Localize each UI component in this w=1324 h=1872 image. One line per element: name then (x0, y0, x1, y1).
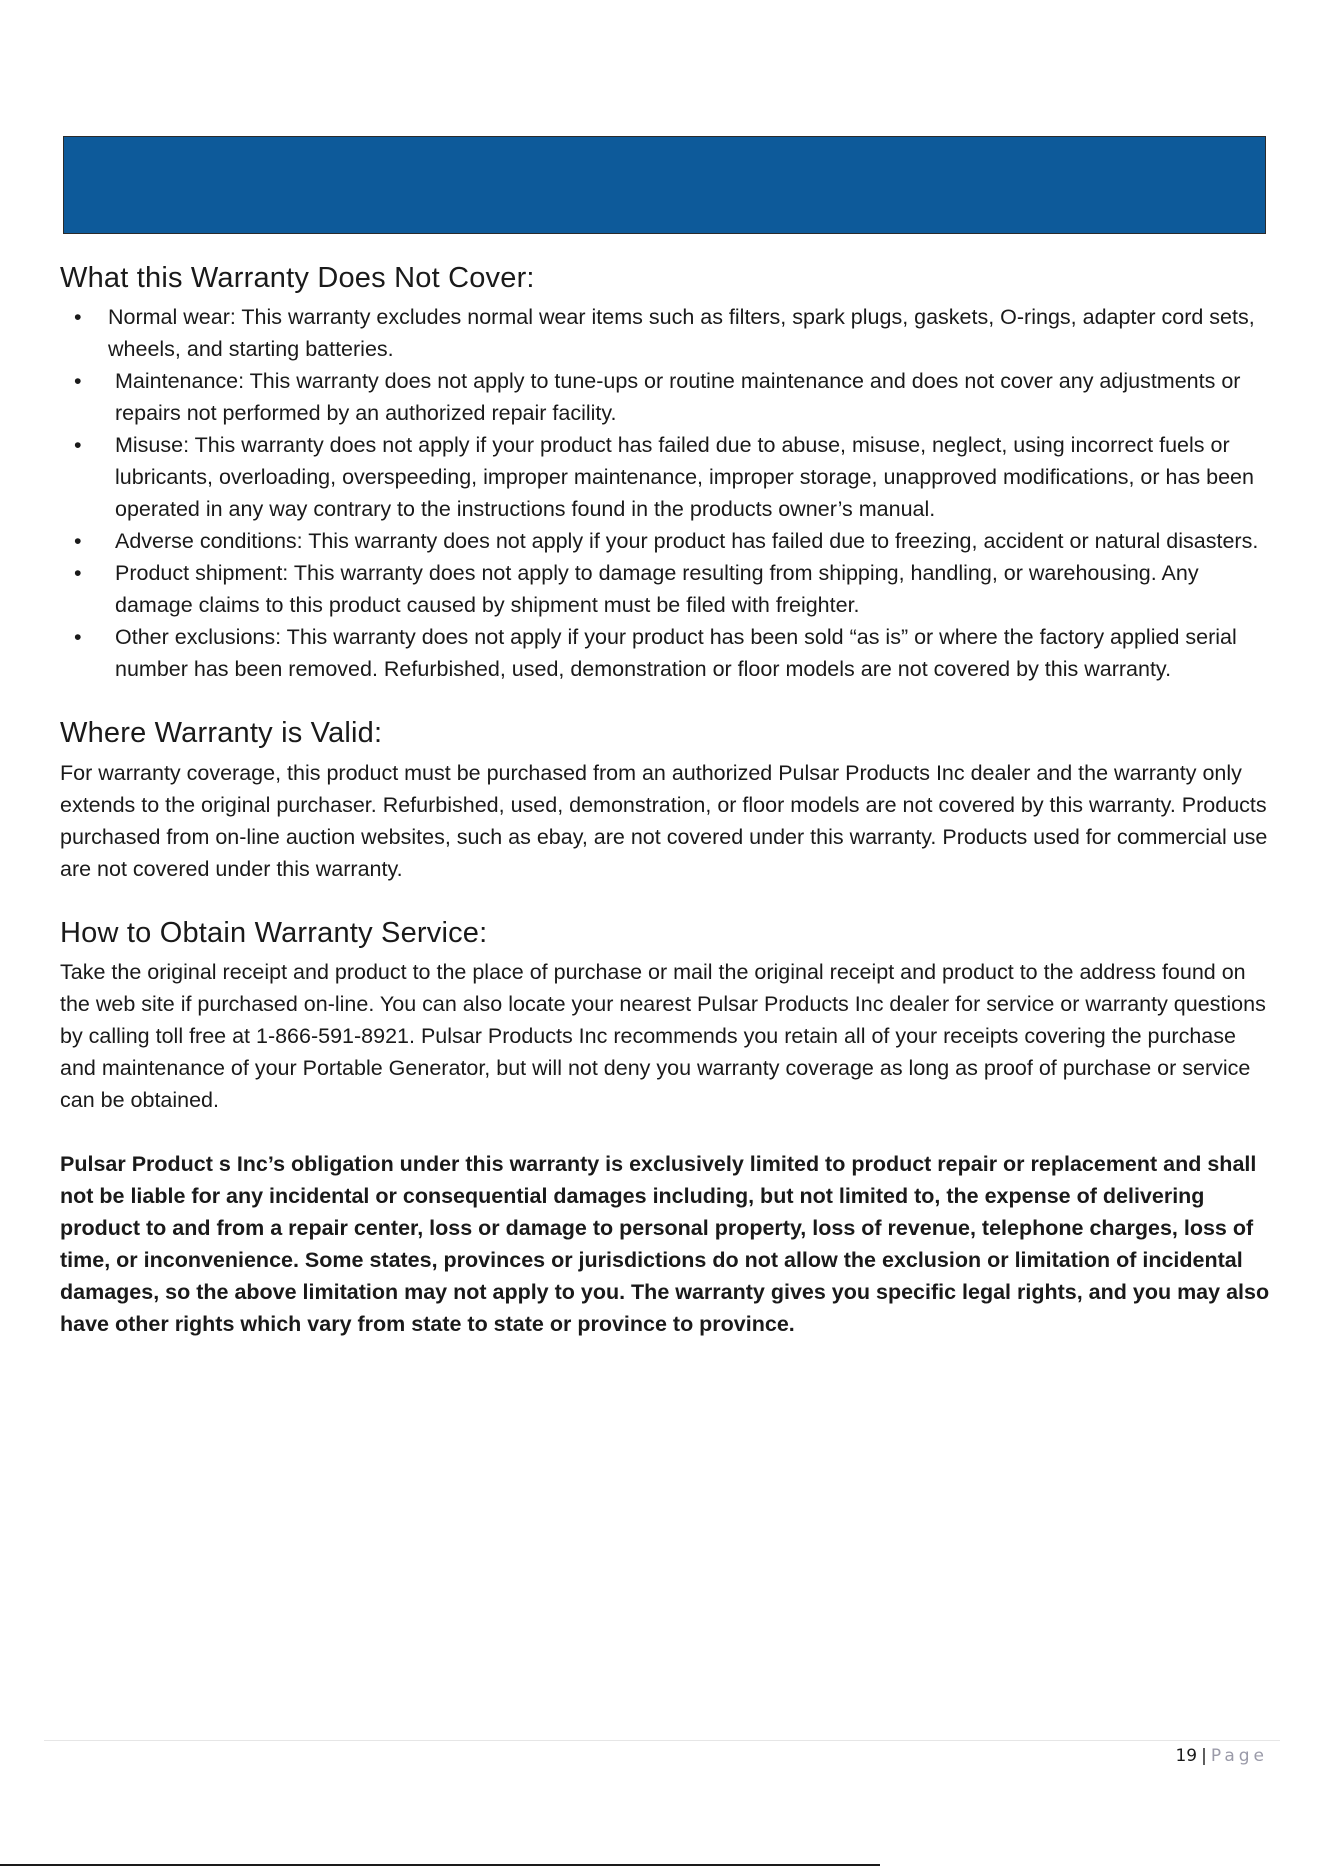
where-valid-text: For warranty coverage, this product must be purchased from an authorized Pulsar Products Inc dealer and the warranty only extends to the original purchaser. Refurbished, used, demonstration, or floor models are not covered by this warranty. Products purchased from on-line auction websites, such as ebay, are not covered under this warranty. Products used for commercial use are not covered under this warranty. (60, 760, 1268, 881)
exclusions-list (60, 301, 1270, 685)
bullet-icon: • (74, 369, 82, 394)
bullet-icon: • (74, 529, 82, 554)
page-label: Page (1210, 1746, 1268, 1766)
exclusion-misuse (60, 429, 1270, 525)
list-item-text: Adverse conditions: This warranty does not apply if your product has failed due to freezing, accident or natural disasters. (115, 529, 1259, 554)
not-covered-heading: What this Warranty Does Not Cover: (60, 262, 535, 294)
warranty-content (60, 262, 1270, 1340)
list-item-text: Normal wear: This warranty excludes normal wear items such as filters, spark plugs, gaskets, O-rings, adapter cord sets, wheels, and starting batteries. (108, 305, 1255, 362)
bullet-icon: • (74, 561, 82, 586)
header-banner (63, 136, 1266, 234)
bullet-icon: • (74, 625, 82, 650)
exclusion-adverse-conditions (60, 525, 1270, 557)
section-spacer (60, 885, 1270, 917)
obtain-service-text: Take the original receipt and product to the place of purchase or mail the original receipt and product to the address found on the web site if purchased on-line. You can also locate your nearest Pulsar Products Inc dealer for service or warranty questions by calling toll free at 1-866-591-8921. Pulsar Products Inc recommends you retain all of your receipts covering the purchase and maintenance of your Portable Generator, but will not deny you warranty coverage as long as proof of purchase or service can be obtained. (60, 960, 1266, 1113)
list-item-text: Other exclusions: This warranty does not apply if your product has been sold “as is” or where the factory applied serial number has been removed. Refurbished, used, demonstration or floor models are not covered by this warranty. (115, 625, 1237, 682)
bullet-icon: • (74, 433, 82, 458)
list-item-text: Product shipment: This warranty does not apply to damage resulting from shipping, handling, or warehousing. Any damage claims to this product caused by shipment must be filed with freighter. (115, 561, 1199, 618)
bullet-icon: • (74, 305, 82, 330)
exclusion-normal-wear (60, 301, 1270, 365)
liability-notice: Pulsar Product s Inc’s obligation under this warranty is exclusively limited to product repair or replacement and shall not be liable for any incidental or consequential damages including, but not limited to, the expense of delivering product to and from a repair center, loss or damage to personal property, loss of revenue, telephone charges, loss of time, or inconvenience. Some states, provinces or jurisdictions do not allow the exclusion or limitation of incidental damages, so the above limitation may not apply to you. The warranty gives you specific legal rights, and you may also have other rights which vary from state to state or province to province. (60, 1152, 1270, 1337)
exclusion-other (60, 621, 1270, 685)
page-number (1175, 1746, 1268, 1766)
bottom-rule (0, 1864, 880, 1866)
list-item-text: Misuse: This warranty does not apply if your product has failed due to abuse, misuse, neglect, using incorrect fuels or lubricants, overloading, overspeeding, improper maintenance, improper storage, unapproved modifications, or has been operated in any way contrary to the instructions found in the products owner’s manual. (115, 433, 1254, 522)
exclusion-product-shipment (60, 557, 1270, 621)
section-spacer (60, 1116, 1270, 1148)
list-item-text: Maintenance: This warranty does not apply to tune-ups or routine maintenance and does not cover any adjustments or repairs not performed by an authorized repair facility. (115, 369, 1241, 426)
obtain-service-heading: How to Obtain Warranty Service: (60, 916, 488, 949)
exclusion-maintenance (60, 365, 1270, 429)
page-separator: | (1201, 1746, 1207, 1766)
section-spacer (60, 685, 1270, 717)
footer-divider (44, 1740, 1280, 1741)
page-number-value: 19 (1175, 1746, 1198, 1766)
where-valid-heading: Where Warranty is Valid: (60, 717, 383, 750)
